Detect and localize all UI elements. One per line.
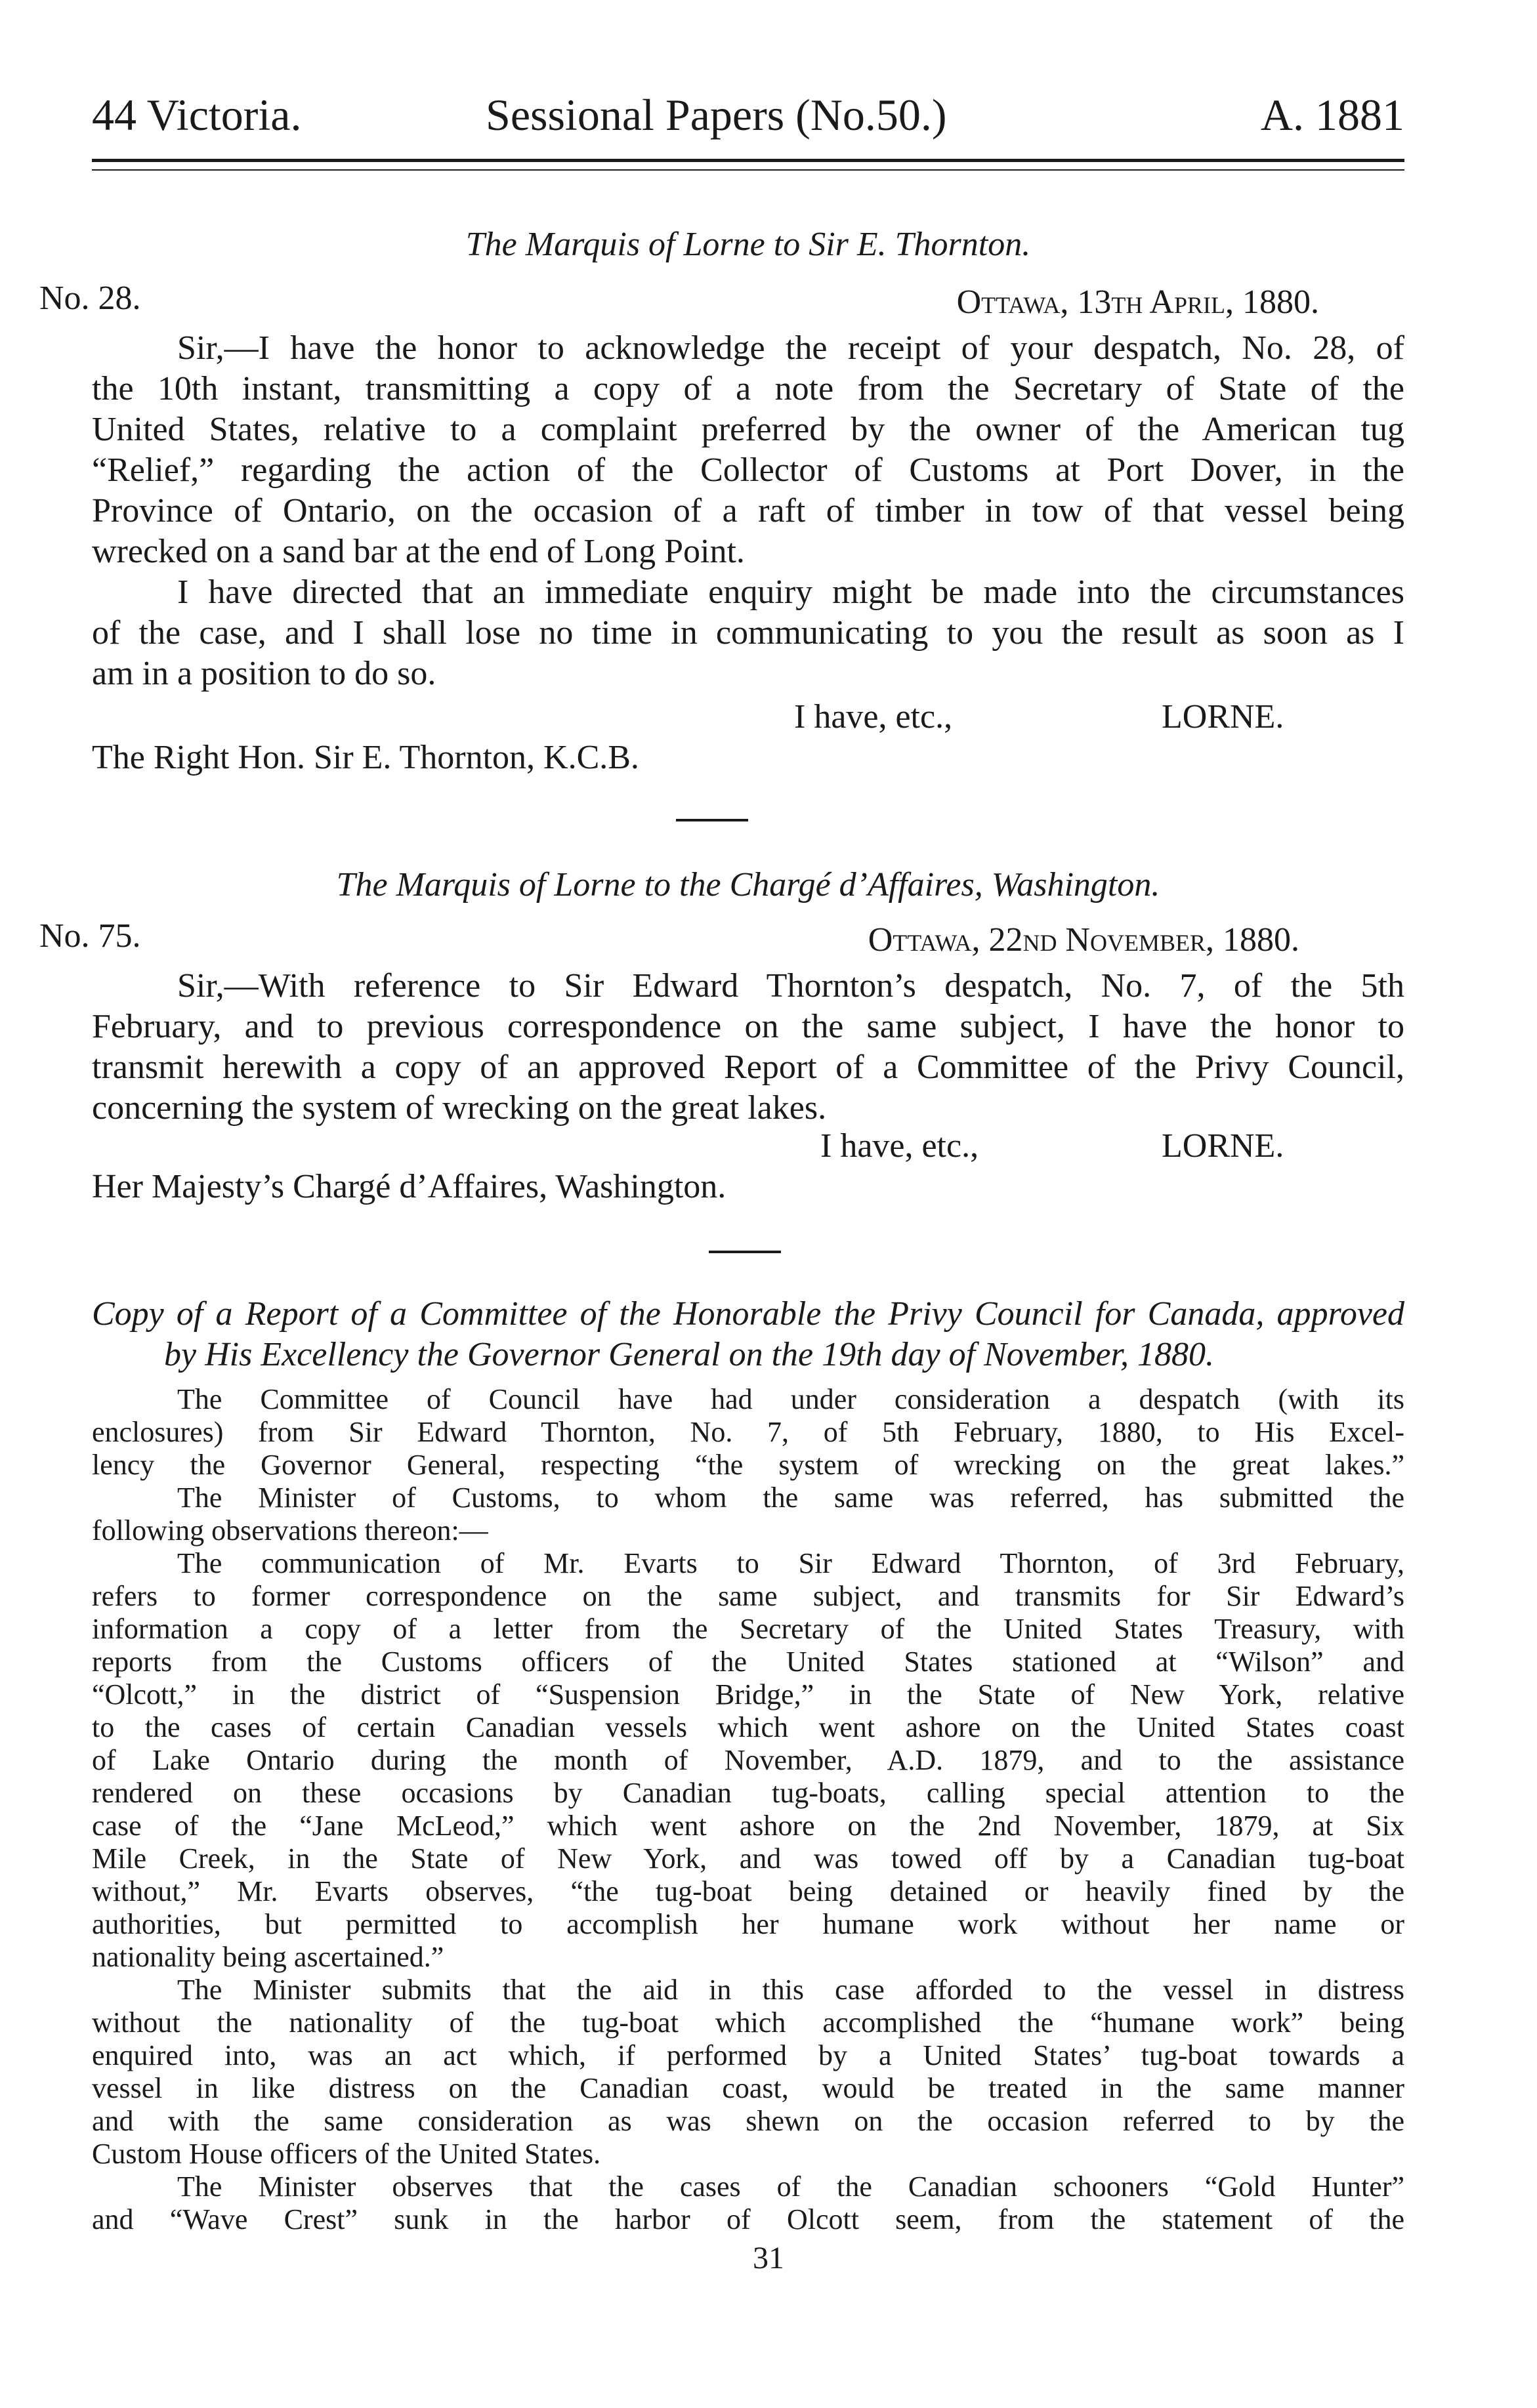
report-title-line1: Copy of a Report of a Committee of the Honorable the Privy Council for Canada, approved (92, 1295, 1404, 1333)
header-year: A. 1881 (1260, 90, 1404, 140)
report-line: information a copy of a letter from the Secretary of the United States Treasury, with (92, 1613, 1404, 1645)
report-line: refers to former correspondence on the same subject, and transmits for Sir Edward’s (92, 1580, 1404, 1612)
running-header (92, 79, 1404, 151)
letter1-addressee: The Right Hon. Sir E. Thornton, K.C.B. (92, 739, 639, 776)
letter1-line: of the case, and I shall lose no time in communicating to you the result as soon as I (92, 614, 1404, 652)
header-title: Sessional Papers (No.50.) (486, 90, 947, 140)
report-line: lency the Governor General, respecting “the system of wrecking on the great lakes.” (92, 1449, 1404, 1481)
letter2-place-date: Ottawa, 22nd November, 1880. (868, 921, 1299, 959)
letter1-closing: I have, etc., (794, 698, 953, 736)
report-line: and with the same consideration as was shewn on the occasion referred to by the (92, 2105, 1404, 2137)
letter2-addressee: Her Majesty’s Chargé d’Affaires, Washington. (92, 1168, 726, 1205)
letter2-line: Sir,—With reference to Sir Edward Thornton’s despatch, No. 7, of the 5th (177, 967, 1404, 1005)
report-title-line2: by His Excellency the Governor General on the 19th day of November, 1880. (164, 1336, 1215, 1373)
letter2-closing: I have, etc., (820, 1127, 979, 1165)
letter2-signature: LORNE. (1162, 1127, 1284, 1165)
report-line: enquired into, was an act which, if performed by a United States’ tug-boat towards a (92, 2039, 1404, 2071)
letter1-line: Sir,—I have the honor to acknowledge the receipt of your despatch, No. 28, of (177, 329, 1404, 367)
report-line: The Minister of Customs, to whom the same was referred, has submitted the (177, 1482, 1404, 1514)
letter1-line: am in a position to do so. (92, 655, 436, 692)
report-line: without,” Mr. Evarts observes, “the tug-boat being detained or heavily fined by the (92, 1875, 1404, 1907)
section-separator (709, 1251, 781, 1253)
letter1-line: “Relief,” regarding the action of the Collector of Customs at Port Dover, in the (92, 451, 1404, 489)
letter2-number: No. 75. (39, 917, 141, 955)
letter2-line: concerning the system of wrecking on the great lakes. (92, 1089, 827, 1127)
report-line: Custom House officers of the United States. (92, 2138, 601, 2170)
report-line: without the nationality of the tug-boat which accomplished the “humane work” being (92, 2006, 1404, 2039)
header-session: 44 Victoria. (92, 90, 302, 140)
letter1-line: wrecked on a sand bar at the end of Long Point. (92, 533, 745, 570)
report-line: vessel in like distress on the Canadian coast, would be treated in the same manner (92, 2072, 1404, 2104)
report-line: case of the “Jane McLeod,” which went ashore on the 2nd November, 1879, at Six (92, 1810, 1404, 1842)
report-line: nationality being ascertained.” (92, 1941, 444, 1973)
section-separator (676, 819, 748, 821)
letter1-line: Province of Ontario, on the occasion of a raft of timber in tow of that vessel being (92, 492, 1404, 529)
report-line: of Lake Ontario during the month of November, A.D. 1879, and to the assistance (92, 1744, 1404, 1776)
report-line: “Olcott,” in the district of “Suspension Bridge,” in the State of New York, relative (92, 1678, 1404, 1711)
letter2-line: February, and to previous correspondence on the same subject, I have the honor to (92, 1008, 1404, 1045)
letter2-line: transmit herewith a copy of an approved Report of a Committee of the Privy Council, (92, 1048, 1404, 1086)
report-line: The communication of Mr. Evarts to Sir Edward Thornton, of 3rd February, (177, 1547, 1404, 1579)
report-line-overflow: and “Wave Crest” sunk in the harbor of Olcott seem, from the statement of the (92, 2203, 1404, 2235)
report-line: enclosures) from Sir Edward Thornton, No. 7, of 5th February, 1880, to His Excel- (92, 1416, 1404, 1448)
letter1-title: The Marquis of Lorne to Sir E. Thornton. (465, 226, 1031, 263)
report-line: rendered on these occasions by Canadian tug-boats, calling special attention to the (92, 1777, 1404, 1809)
report-line: following observations thereon:— (92, 1514, 488, 1547)
letter1-line: the 10th instant, transmitting a copy of a note from the Secretary of State of the (92, 370, 1404, 407)
report-line: reports from the Customs officers of the United States stationed at “Wilson” and (92, 1646, 1404, 1678)
report-line: authorities, but permitted to accomplish her humane work without her name or (92, 1908, 1404, 1940)
letter1-signature: LORNE. (1162, 698, 1284, 736)
report-line: Mile Creek, in the State of New York, and was towed off by a Canadian tug-boat (92, 1842, 1404, 1875)
letter1-number: No. 28. (39, 280, 141, 317)
letter2-title: The Marquis of Lorne to the Chargé d’Affaires, Washington. (336, 866, 1160, 903)
letter1-line: United States, relative to a complaint preferred by the owner of the American tug (92, 411, 1404, 448)
report-line: The Minister submits that the aid in this case afforded to the vessel in distress (177, 1974, 1404, 2006)
letter1-line: I have directed that an immediate enquiry might be made into the circumstances (177, 573, 1404, 611)
letter1-place-date: Ottawa, 13th April, 1880. (956, 283, 1319, 321)
report-line: The Minister observes that the cases of the Canadian schooners “Gold Hunter” (177, 2170, 1404, 2203)
header-rule-thin (92, 169, 1404, 171)
header-rule-thick (92, 159, 1404, 162)
report-line: The Committee of Council have had under consideration a despatch (with its (177, 1383, 1404, 1415)
page-number: 31 (753, 2241, 784, 2275)
report-line: to the cases of certain Canadian vessels which went ashore on the United States coast (92, 1711, 1404, 1743)
